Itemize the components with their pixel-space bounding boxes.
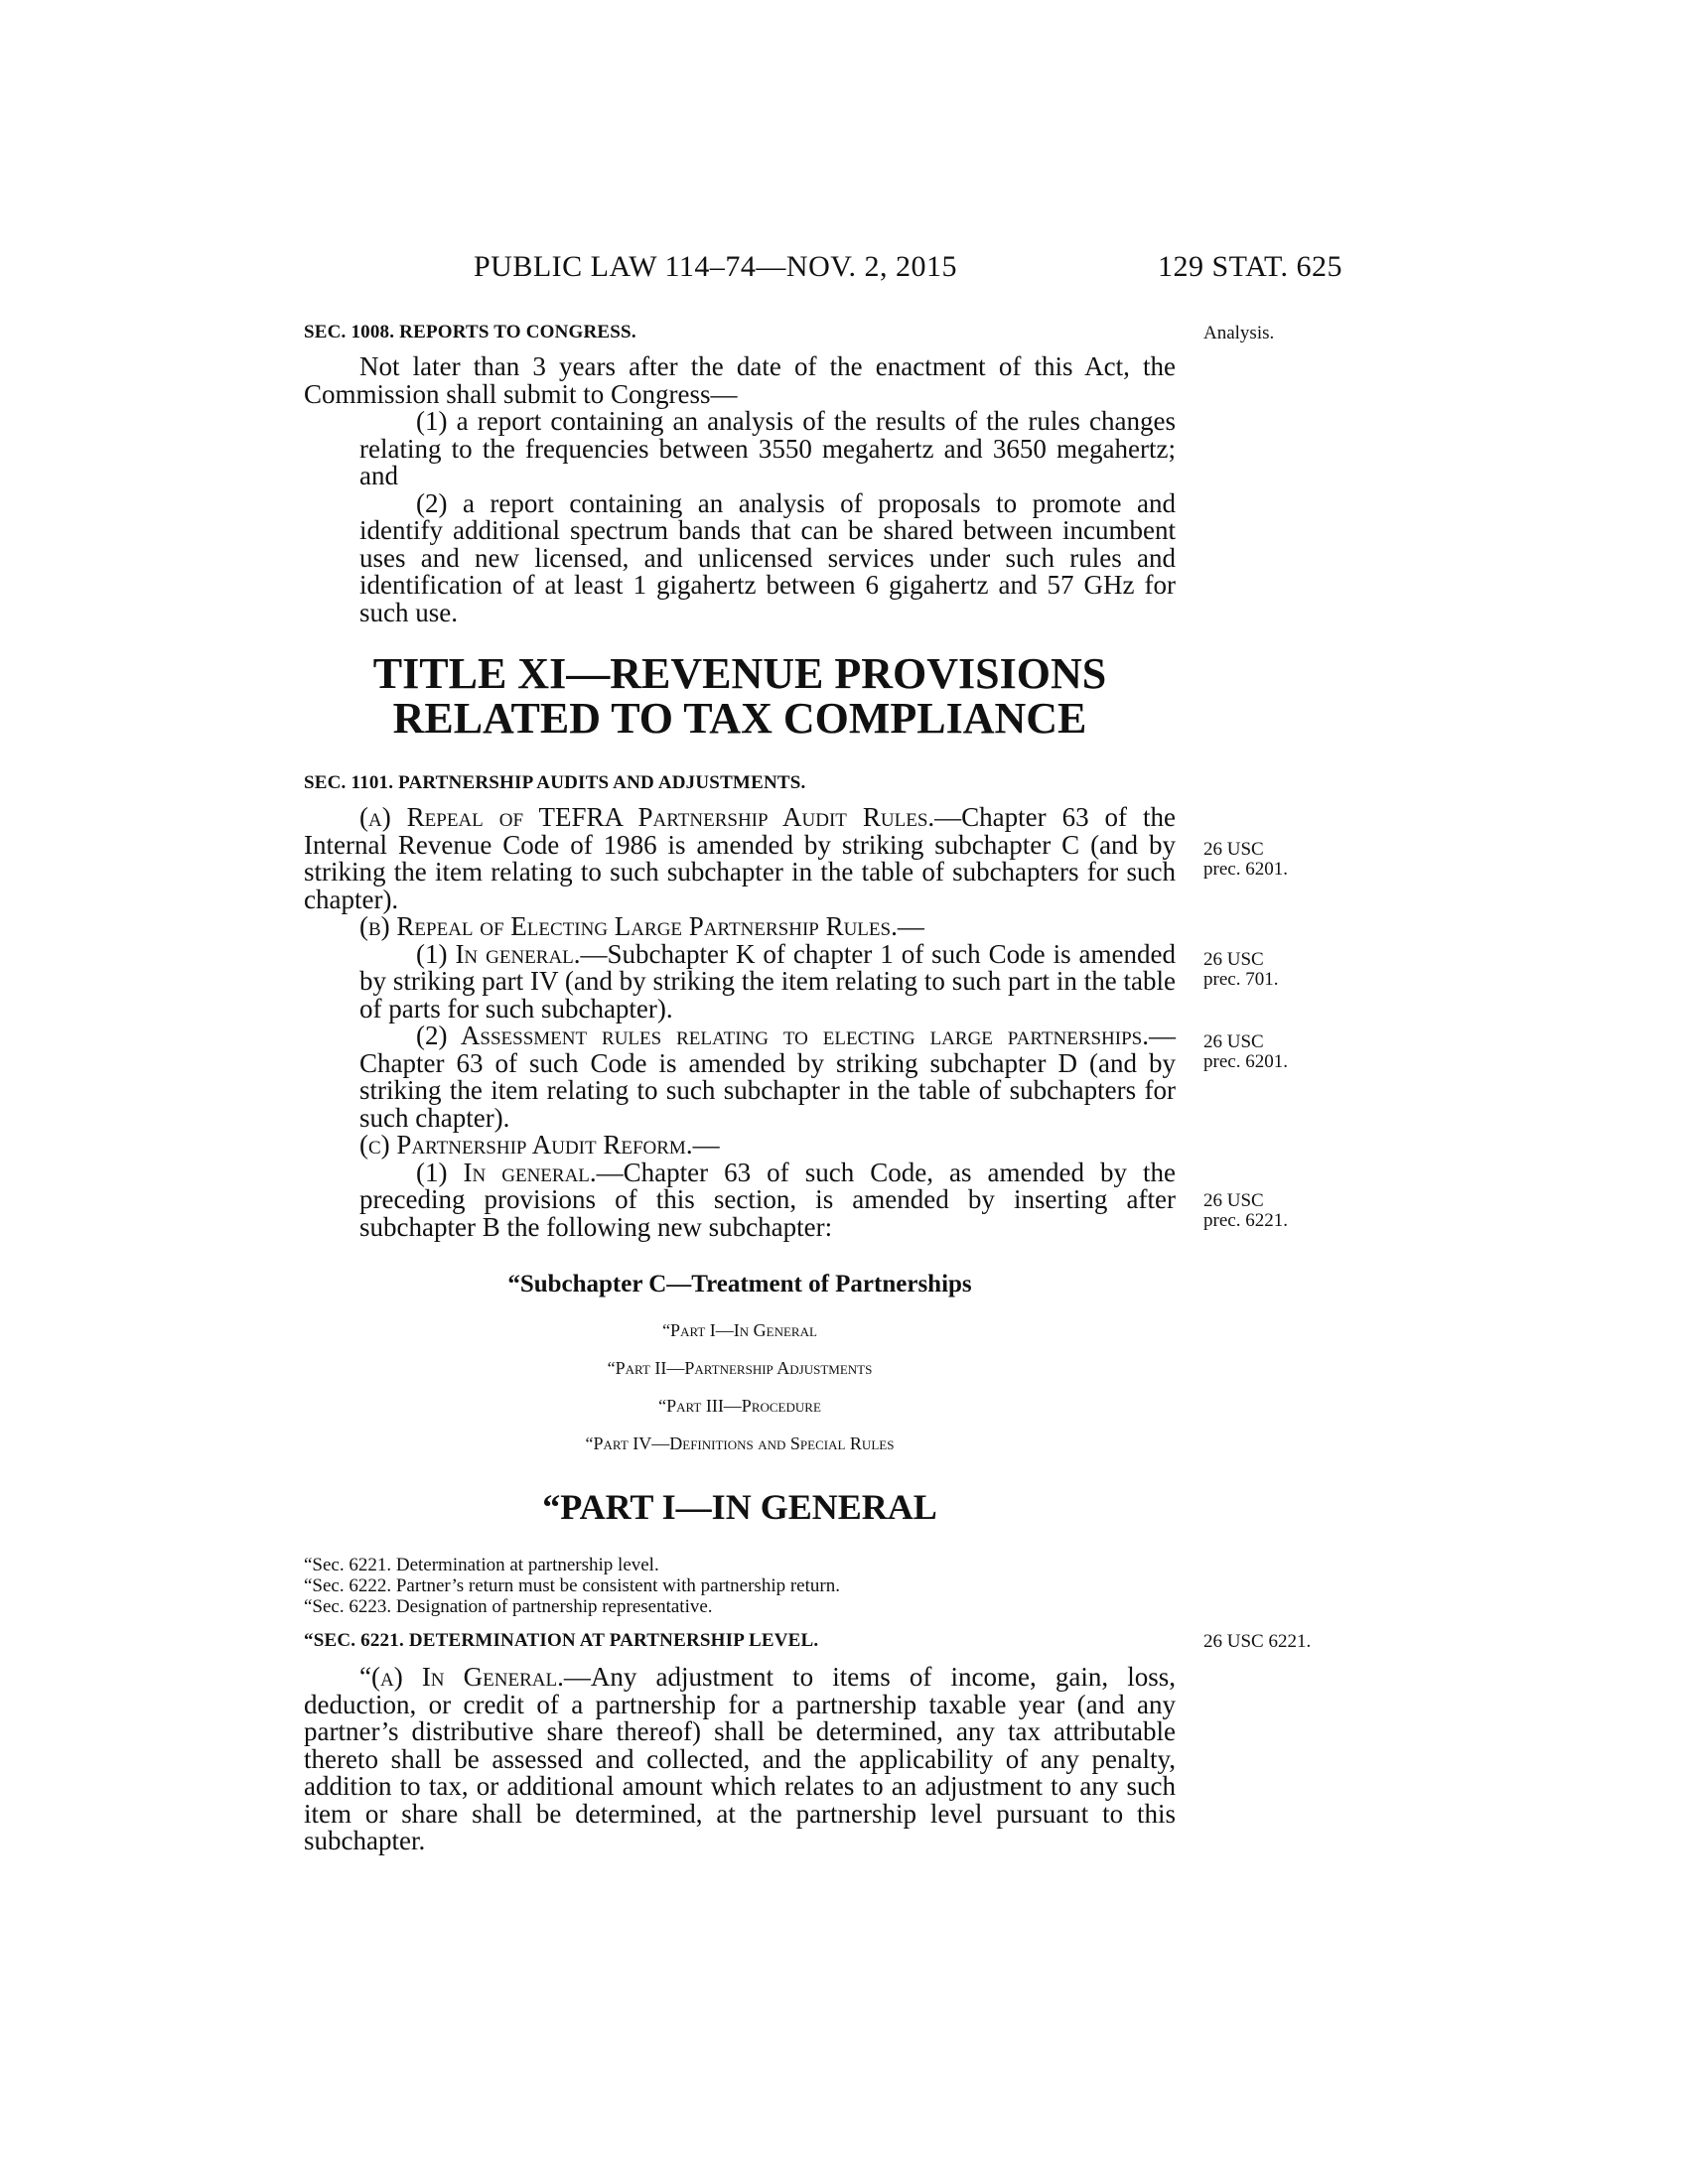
margin-note-usc-3-line-2: prec. 6201.: [1203, 1051, 1288, 1072]
margin-note-usc-2-line-2: prec. 701.: [1203, 969, 1279, 990]
sec-1008-body: [304, 353, 1176, 626]
margin-note-analysis: Analysis.: [1203, 323, 1275, 343]
sec-1101-c1: [304, 1157, 1176, 1242]
toc-entry: “Sec. 6221. Determination at partnership level.: [304, 1555, 659, 1575]
part-1-heading: “PART I—IN GENERAL: [542, 1487, 937, 1527]
title-line-1: TITLE XI—REVENUE PROVISIONS: [372, 649, 1107, 698]
sec-6221-body: [304, 1664, 1176, 1855]
sec-1101-body: [304, 804, 1176, 1241]
sec-1101-b1: [304, 938, 1176, 1024]
margin-note-usc-4-line-2: prec. 6221.: [1203, 1210, 1288, 1231]
sec-6221-a: [304, 1664, 1176, 1855]
toc-entry: “Sec. 6222. Partner’s return must be consistent with partnership return.: [304, 1575, 840, 1596]
sec-1101-a-label: (a) Repeal of TEFRA Partnership Audit Rules.: [359, 802, 935, 832]
part-1-toc: [304, 1555, 840, 1617]
sec-6221-heading: “SEC. 6221. DETERMINATION AT PARTNERSHIP LEVEL.: [304, 1630, 819, 1651]
title-line-2: RELATED TO TAX COMPLIANCE: [392, 694, 1087, 743]
sec-1101-b1-label: (1) In general.: [416, 938, 581, 969]
margin-note-usc-4: [1203, 1191, 1288, 1231]
title-xi: [304, 651, 1176, 741]
sec-1008-item-1: (1) a report containing an analysis of the results of the rules changes relating to the frequencies between 3550 megahertz and 3650 megahertz; and: [359, 406, 1176, 490]
margin-note-usc-1-line-1: 26 USC: [1203, 839, 1264, 860]
subchapter-part-1: “Part I—In General: [662, 1320, 817, 1340]
sec-1101-c1-label: (1) In general.: [416, 1157, 597, 1187]
sec-1008-item-2: (2) a report containing an analysis of proposals to promote and identify additional spectrum bands that can be shared between incumbent uses and new licensed, and unlicensed services under such rules and identification of at least 1 gigahertz between 6 gigahertz and 57 GHz for such use.: [359, 487, 1176, 627]
sec-1008-intro: Not later than 3 years after the date of the enactment of this Act, the Commission shall submit to Congress—: [304, 351, 1176, 409]
sec-1101-b-label: (b) Repeal of Electing Large Partnership Rules.: [359, 911, 898, 941]
sec-1101-c: [304, 1132, 1176, 1160]
sec-6221-a-label: “(a) In General.: [359, 1662, 564, 1692]
sec-1101-c-dash: —: [692, 1130, 720, 1160]
subchapter-heading: “Subchapter C—Treatment of Partnerships: [507, 1271, 972, 1297]
running-header-title: PUBLIC LAW 114–74—NOV. 2, 2015: [474, 250, 958, 283]
sec-1101-c1-text: —Chapter 63 of such Code, as amended by the preceding provisions of this section, is amended by inserting after subchapter B the following new subchapter:: [359, 1157, 1176, 1242]
margin-note-usc-6221: 26 USC 6221.: [1203, 1631, 1312, 1652]
subchapter-part-3: “Part III—Procedure: [658, 1396, 821, 1416]
sec-1101-c-label: (c) Partnership Audit Reform.: [359, 1130, 693, 1160]
margin-note-usc-1: [1203, 840, 1288, 880]
sec-1101-b1-text: —Subchapter K of chapter 1 of such Code is amended by striking part IV (and by striking the item relating to such part in the table of parts for such subchapter).: [359, 938, 1176, 1024]
margin-note-usc-4-line-1: 26 USC: [1203, 1190, 1264, 1211]
sec-1101-a: [304, 804, 1176, 913]
sec-1101-b2: [304, 1023, 1176, 1132]
toc-entry: “Sec. 6223. Designation of partnership representative.: [304, 1596, 713, 1617]
margin-note-usc-3-line-1: 26 USC: [1203, 1031, 1264, 1052]
margin-note-usc-3: [1203, 1032, 1288, 1072]
subchapter-part-2: “Part II—Partnership Adjustments: [607, 1358, 873, 1378]
sec-1101-b2-label: (2) Assessment rules relating to electing large partnerships.: [416, 1021, 1149, 1050]
sec-1101-a-text: —Chapter 63 of the Internal Revenue Code of 1986 is amended by striking subchapter C (and by striking the item relating to such subchapter in the table of subchapters for such chapter).: [304, 802, 1176, 914]
subchapter-part-4: “Part IV—Definitions and Special Rules: [585, 1433, 895, 1453]
sec-1101-b-dash: —: [897, 911, 924, 941]
page-number: 129 STAT. 625: [1158, 250, 1343, 283]
sec-1101-heading: SEC. 1101. PARTNERSHIP AUDITS AND ADJUSTMENTS.: [304, 772, 806, 793]
margin-note-usc-1-line-2: prec. 6201.: [1203, 859, 1288, 880]
margin-note-usc-2: [1203, 950, 1278, 990]
sec-6221-a-text: —Any adjustment to items of income, gain, loss, deduction, or credit of a partnership for a partnership taxable year (and any partner’s distributive share thereof) shall be determined, any tax attributable thereto shall be assessed and collected, and the applicability of any penalty, addition to tax, or additional amount which relates to an adjustment to any such item or share shall be determined, at the partnership level pursuant to this subchapter.: [304, 1662, 1176, 1855]
sec-1101-b: [304, 913, 1176, 941]
sec-1101-b2-text: —Chapter 63 of such Code is amended by striking subchapter D (and by striking the item relating to such subchapter in the table of subchapters for such chapter).: [359, 1021, 1176, 1133]
sec-1008-heading: SEC. 1008. REPORTS TO CONGRESS.: [304, 322, 636, 342]
margin-note-usc-2-line-1: 26 USC: [1203, 949, 1264, 970]
